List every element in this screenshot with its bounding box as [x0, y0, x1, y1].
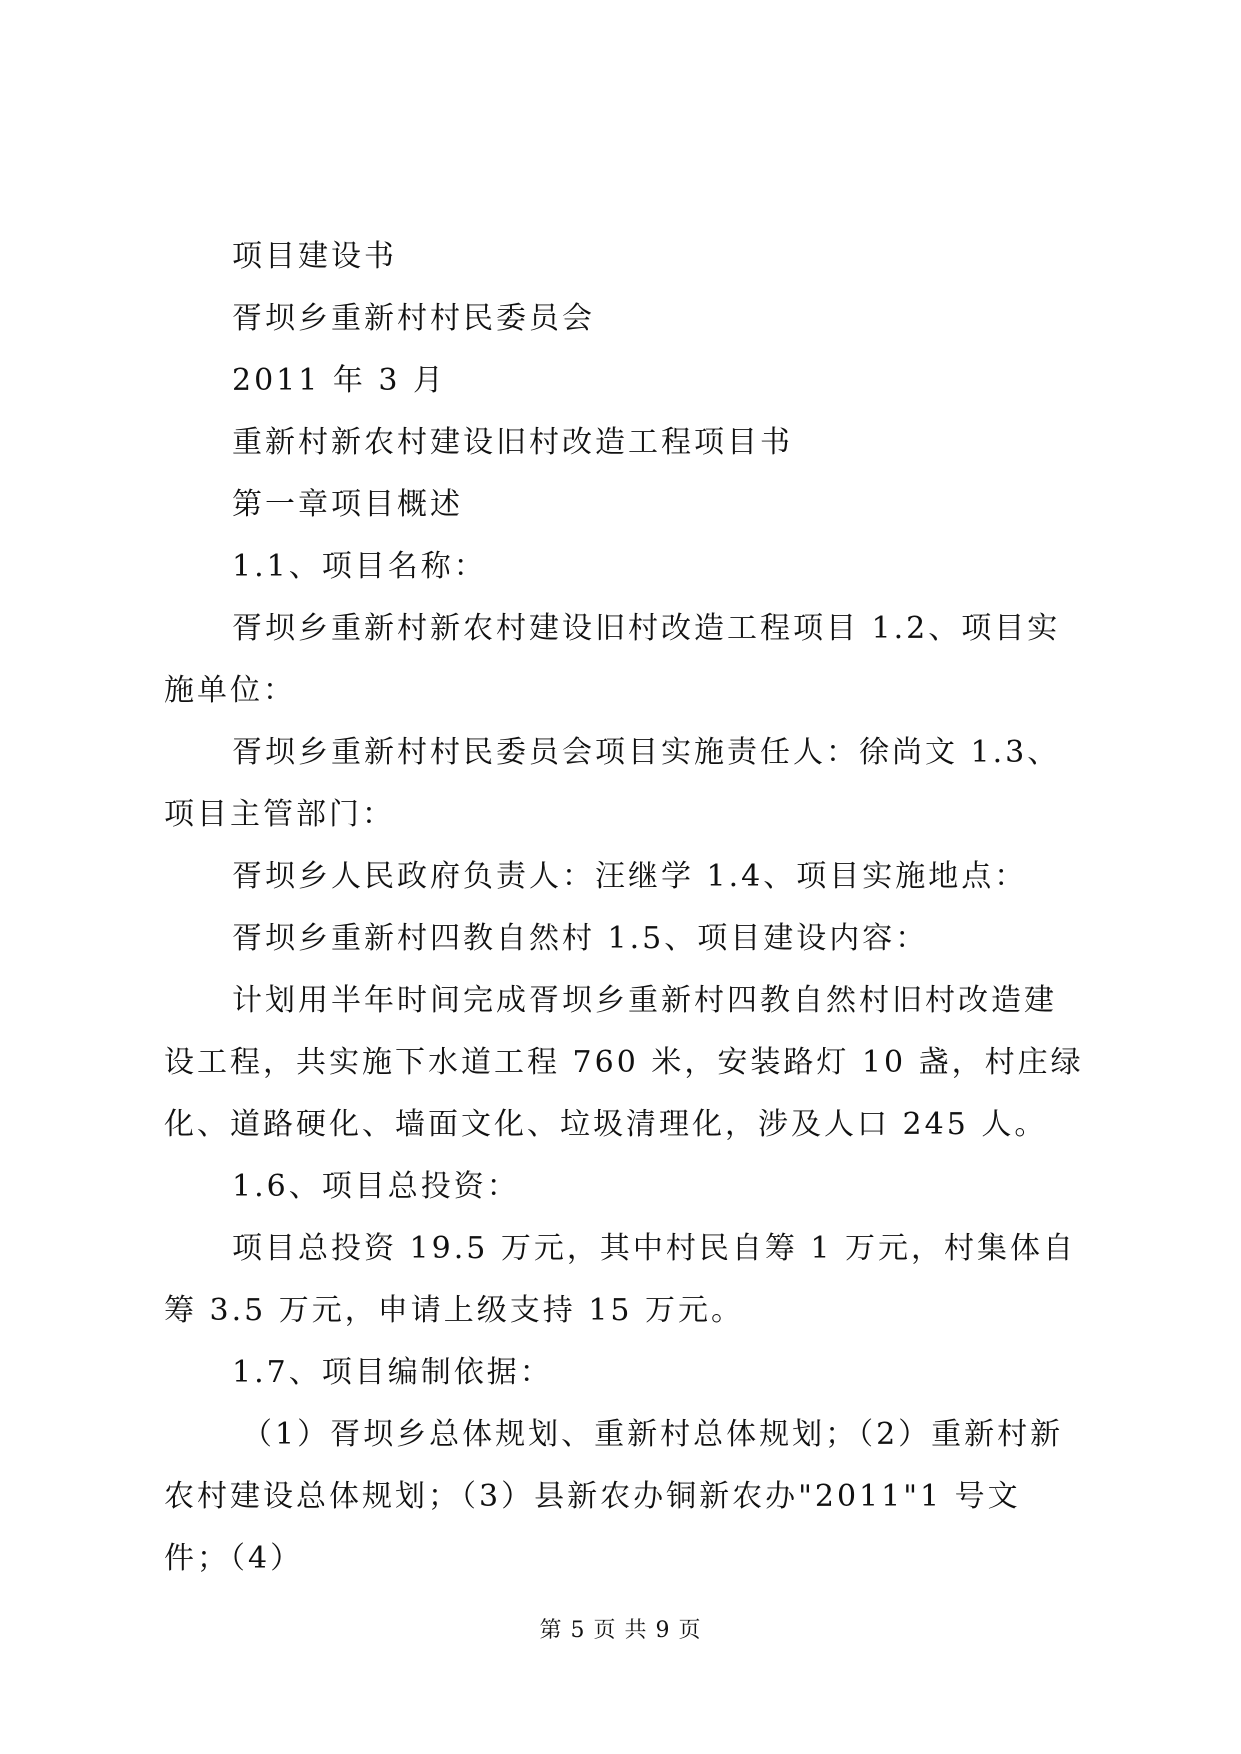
paragraph: 项目总投资 19.5 万元，其中村民自筹 1 万元，村集体自筹 3.5 万元，申请上级支持 15 万元。 [164, 1231, 1077, 1328]
page-footer: 第 5 页 共 9 页 [539, 1618, 702, 1643]
paragraph: 胥坝乡人民政府负责人：汪继学 1.4、项目实施地点： [232, 859, 1028, 894]
paragraph: 胥坝乡重新村新农村建设旧村改造工程项目 1.2、项目实施单位： [164, 611, 1061, 708]
section-1-7: 1.7、项目编制依据： [232, 1355, 553, 1390]
paragraph: （1）胥坝乡总体规划、重新村总体规划；（2）重新村新农村建设总体规划；（3）县新农办铜新农办"2011"1 号文件；（4） [164, 1417, 1064, 1576]
project-book-title: 重新村新农村建设旧村改造工程项目书 [232, 425, 793, 460]
date: 2011 年 3 月 [232, 363, 447, 398]
paragraph: 计划用半年时间完成胥坝乡重新村四教自然村旧村改造建设工程，共实施下水道工程 760 米，安装路灯 10 盏，村庄绿化、道路硬化、墙面文化、垃圾清理化，涉及人口 245 人。 [164, 983, 1084, 1142]
section-1-6: 1.6、项目总投资： [232, 1169, 520, 1204]
chapter-heading: 第一章项目概述 [232, 487, 463, 522]
section-1-1: 1.1、项目名称： [232, 549, 487, 584]
issuer: 胥坝乡重新村村民委员会 [232, 301, 595, 336]
paragraph: 胥坝乡重新村四教自然村 1.5、项目建设内容： [232, 921, 929, 956]
doc-title: 项目建设书 [232, 239, 397, 274]
paragraph: 胥坝乡重新村村民委员会项目实施责任人：徐尚文 1.3、项目主管部门： [164, 735, 1061, 832]
document-body [164, 226, 1084, 1590]
